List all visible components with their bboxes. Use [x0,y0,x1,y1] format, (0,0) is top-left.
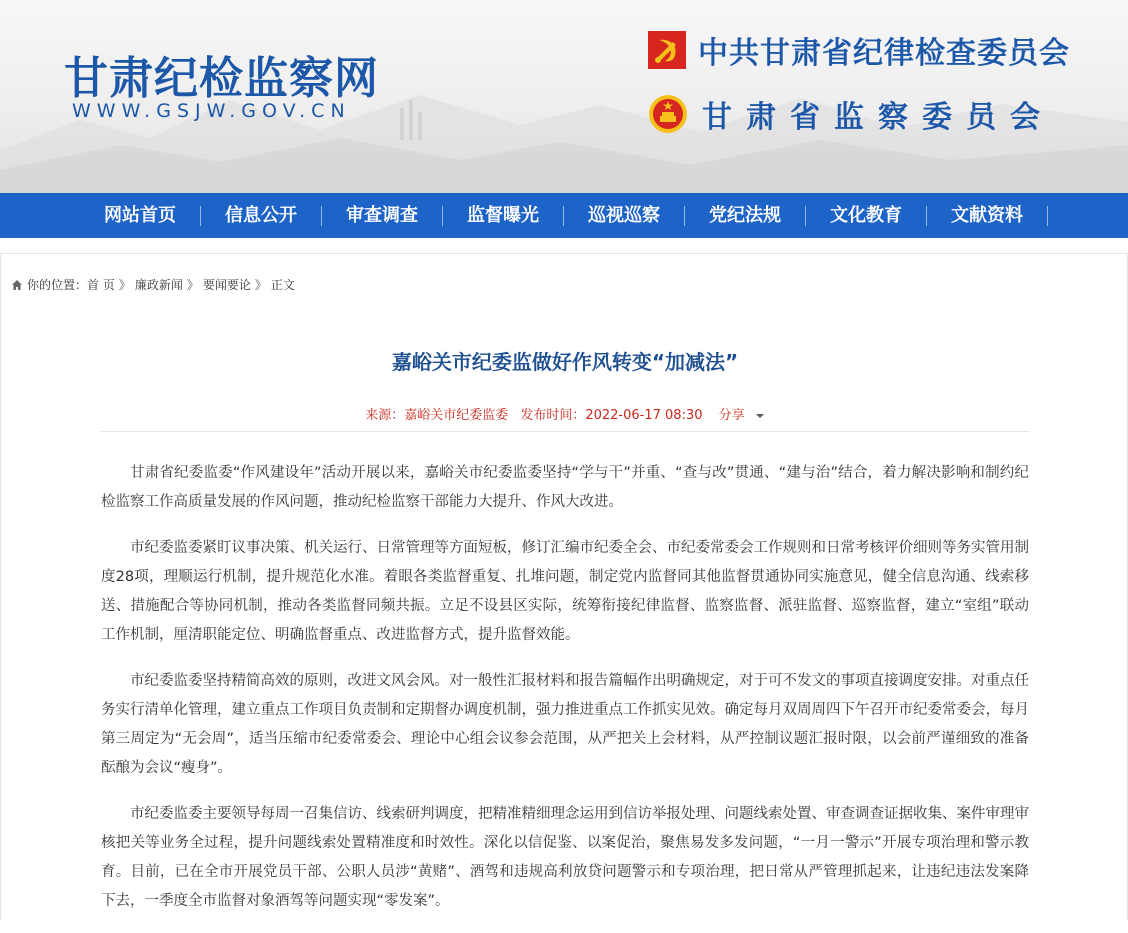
breadcrumb-item-clean-news[interactable]: 廉政新闻 [134,278,183,292]
nav-item-investigation[interactable]: 审查调查 [346,205,418,226]
article-source: 来源：嘉峪关市纪委监委 [365,408,509,423]
article-paragraph: 市纪委监委主要领导每周一召集信访、线索研判调度，把精准精细理念运用到信访举报处理、问题线索处置、审查调查证据收集、案件审理审核把关等业务全过程，提升问题线索处置精准度和时效性。深化以信促鉴、以案促治，聚焦易发多发问题，“一月一警示”开展专项治理和警示教育。目前，已在全市开展党员干部、公职人员涉“黄赌”、酒驾和违规高利放贷问题警示和专项治理，把日常从严管理抓起来，让违纪违法发案降下去，一季度全市监督对象酒驾等问题实现“零发案”。 [101,806,1029,909]
breadcrumb-item-home[interactable]: 首 页 [87,278,115,292]
nav-item-supervision-exposure[interactable]: 监督曝光 [467,205,539,226]
breadcrumb [11,276,295,293]
site-banner [0,0,1128,193]
org-line-supervision-commission [648,92,1054,136]
article-paragraph: 甘肃省纪委监委“作风建设年”活动开展以来，嘉峪关市纪委监委坚持“学与干”并重、“查与改”贯通、“建与治”结合，着力解决影响和制约纪检监察工作高质量发展的作风问题，推动纪检监察干部能力大提升、作风大改进。 [101,465,1029,510]
meta-divider [101,431,1029,432]
article-body [101,459,1029,933]
national-emblem-icon [648,94,688,134]
nav-item-info-disclosure[interactable]: 信息公开 [225,205,297,226]
site-url[interactable]: WWW.GSJW.GOV.CN [72,100,351,122]
breadcrumb-item-current: 正文 [270,278,295,292]
share-label: 分享 [718,408,745,423]
nav-item-party-regulations[interactable]: 党纪法规 [709,205,781,226]
breadcrumb-item-key-news[interactable]: 要闻要论 [202,278,251,292]
nav-divider [1047,206,1048,226]
org-line-party-commission [648,28,1070,72]
breadcrumb-separator: 》 [254,278,267,292]
home-icon [11,279,23,291]
breadcrumb-prefix: 你的位置： [27,278,88,292]
nav-item-documents[interactable]: 文献资料 [951,205,1023,226]
main-nav [0,193,1128,238]
share-button[interactable] [715,408,765,423]
nav-item-culture-education[interactable]: 文化教育 [830,205,902,226]
site-title[interactable]: 甘肃纪检监察网 [64,53,379,104]
breadcrumb-separator: 》 [186,278,199,292]
org-name-supervision-commission: 甘肃省监察委员会 [702,100,1054,135]
article-paragraph: 市纪委监委紧盯议事决策、机关运行、日常管理等方面短板，修订汇编市纪委全会、市纪委常委会工作规则和日常考核评价细则等务实管用制度28项，理顺运行机制，提升规范化水准。着眼各类监督重复、扎堆问题，制定党内监督同其他监督贯通协同实施意见，健全信息沟通、线索移送、措施配合等协同机制，推动各类监督同频共振。立足不设县区实际，统筹衔接纪律监督、监察监督、派驻监督、巡察监督，建立“室组”联动工作机制，厘清职能定位、明确监督重点、改进监督方式，提升监督效能。 [101,540,1029,643]
chevron-down-icon [755,412,765,420]
article-meta [1,404,1128,423]
article-paragraph: 市纪委监委坚持精简高效的原则，改进文风会风。对一般性汇报材料和报告篇幅作出明确规定，对于可不发文的事项直接调度安排。对重点任务实行清单化管理，建立重点工作项目负责制和定期督办调度机制，强力推进重点工作抓实见效。确定每月双周周四下午召开市纪委常委会，每月第三周定为“无会周”，适当压缩市纪委常委会、理论中心组会议参会范围，从严把关上会材料，从严控制议题汇报时限，以会前严谨细致的准备酝酿为会议“瘦身”。 [101,673,1029,776]
article-panel [0,253,1128,919]
party-emblem-icon [648,31,686,69]
breadcrumb-separator: 》 [118,278,131,292]
article-publish-time: 发布时间：2022-06-17 08:30 [520,408,703,423]
article-title: 嘉峪关市纪委监做好作风转变“加减法” [391,350,739,374]
nav-item-inspection-tours[interactable]: 巡视巡察 [588,205,660,226]
org-name-party-commission: 中共甘肃省纪律检查委员会 [698,36,1070,71]
nav-item-home[interactable]: 网站首页 [104,205,176,226]
